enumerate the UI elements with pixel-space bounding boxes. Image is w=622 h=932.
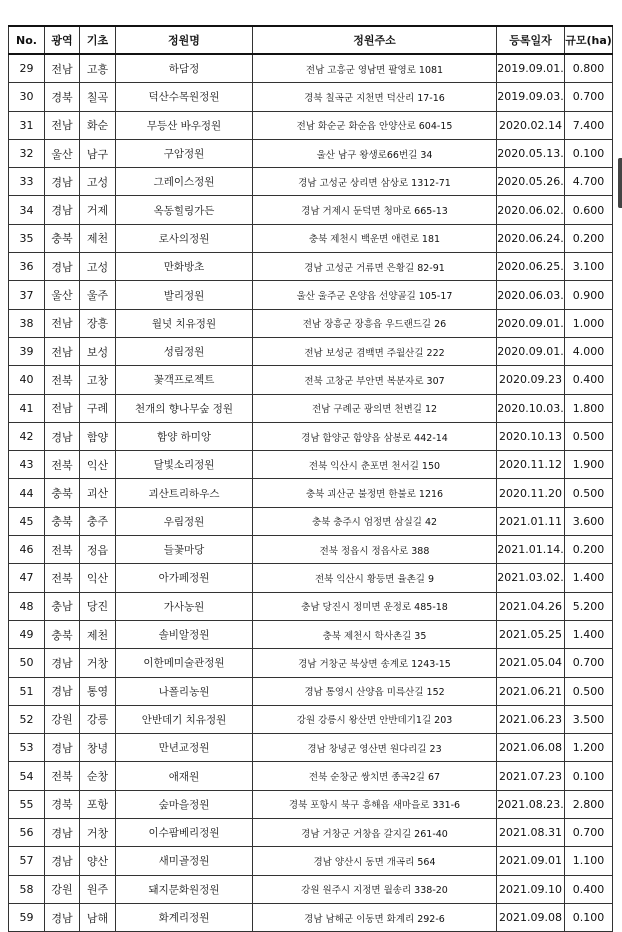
cell-local: 함양 — [80, 422, 116, 450]
cell-address: 경남 거제시 둔덕면 청마로 665-13 — [253, 196, 497, 224]
cell-address: 전남 고흥군 영남면 팔영로 1081 — [253, 54, 497, 83]
table-row — [9, 281, 613, 309]
cell-no: 57 — [9, 847, 45, 875]
cell-region: 경남 — [45, 677, 80, 705]
cell-size: 3.600 — [565, 507, 613, 535]
cell-local: 울주 — [80, 281, 116, 309]
cell-size: 7.400 — [565, 111, 613, 139]
cell-size: 0.400 — [565, 875, 613, 903]
cell-date: 2020.09.01. — [497, 337, 565, 365]
cell-size: 2.800 — [565, 790, 613, 818]
table-row — [9, 451, 613, 479]
cell-local: 거창 — [80, 649, 116, 677]
cell-date: 2021.09.08 — [497, 903, 565, 931]
cell-local: 고성 — [80, 253, 116, 281]
col-header-name: 정원명 — [116, 26, 253, 54]
cell-size: 3.100 — [565, 253, 613, 281]
cell-address: 전북 순창군 쌍치면 종곡2길 67 — [253, 762, 497, 790]
cell-address: 충북 충주시 엄정면 삼실길 42 — [253, 507, 497, 535]
cell-date: 2020.11.20 — [497, 479, 565, 507]
cell-size: 1.000 — [565, 309, 613, 337]
cell-local: 보성 — [80, 337, 116, 365]
cell-address: 전남 구례군 광의면 천변길 12 — [253, 394, 497, 422]
cell-no: 58 — [9, 875, 45, 903]
cell-date: 2021.05.04 — [497, 649, 565, 677]
cell-address: 전남 장흥군 장흥읍 우드랜드길 26 — [253, 309, 497, 337]
cell-no: 33 — [9, 168, 45, 196]
cell-local: 장흥 — [80, 309, 116, 337]
cell-no: 42 — [9, 422, 45, 450]
cell-no: 47 — [9, 564, 45, 592]
table-row — [9, 83, 613, 111]
table-row — [9, 507, 613, 535]
cell-date: 2021.06.08 — [497, 734, 565, 762]
cell-region: 강원 — [45, 705, 80, 733]
cell-local: 남해 — [80, 903, 116, 931]
cell-local: 강릉 — [80, 705, 116, 733]
cell-date: 2021.09.01 — [497, 847, 565, 875]
cell-size: 0.700 — [565, 649, 613, 677]
cell-no: 56 — [9, 819, 45, 847]
cell-local: 익산 — [80, 451, 116, 479]
cell-region: 경남 — [45, 422, 80, 450]
cell-address: 강원 강릉시 왕산면 안반데기1길 203 — [253, 705, 497, 733]
cell-address: 경북 포항시 북구 흥해읍 새마을로 331-6 — [253, 790, 497, 818]
table-row — [9, 366, 613, 394]
cell-size: 0.800 — [565, 54, 613, 83]
cell-address: 경남 양산시 동면 개곡리 564 — [253, 847, 497, 875]
table-row — [9, 224, 613, 252]
cell-region: 경남 — [45, 168, 80, 196]
table-row — [9, 677, 613, 705]
cell-name: 발리정원 — [116, 281, 253, 309]
cell-address: 경남 고성군 상리면 삼상로 1312-71 — [253, 168, 497, 196]
cell-region: 전남 — [45, 309, 80, 337]
cell-region: 전남 — [45, 54, 80, 83]
cell-date: 2020.09.01. — [497, 309, 565, 337]
cell-no: 53 — [9, 734, 45, 762]
table-row — [9, 253, 613, 281]
cell-no: 36 — [9, 253, 45, 281]
cell-name: 화계리정원 — [116, 903, 253, 931]
table-row — [9, 620, 613, 648]
cell-name: 이한메미술관정원 — [116, 649, 253, 677]
cell-local: 통영 — [80, 677, 116, 705]
cell-address: 경남 거창군 거창읍 갈지길 261-40 — [253, 819, 497, 847]
table-row — [9, 139, 613, 167]
cell-region: 충북 — [45, 507, 80, 535]
cell-no: 45 — [9, 507, 45, 535]
cell-address: 경북 칠곡군 지천면 덕산리 17-16 — [253, 83, 497, 111]
cell-name: 가사농원 — [116, 592, 253, 620]
cell-name: 돼지문화원정원 — [116, 875, 253, 903]
cell-address: 경남 창녕군 영산면 원다리길 23 — [253, 734, 497, 762]
cell-date: 2020.06.25. — [497, 253, 565, 281]
cell-address: 경남 함양군 함양읍 삼봉로 442-14 — [253, 422, 497, 450]
cell-address: 경남 거창군 북상면 송계로 1243-15 — [253, 649, 497, 677]
col-header-region: 광역 — [45, 26, 80, 54]
cell-name: 월넛 치유정원 — [116, 309, 253, 337]
cell-size: 1.900 — [565, 451, 613, 479]
cell-region: 울산 — [45, 139, 80, 167]
cell-local: 괴산 — [80, 479, 116, 507]
cell-no: 40 — [9, 366, 45, 394]
cell-local: 거제 — [80, 196, 116, 224]
cell-region: 울산 — [45, 281, 80, 309]
cell-name: 성림정원 — [116, 337, 253, 365]
cell-name: 숲마을정원 — [116, 790, 253, 818]
cell-date: 2019.09.03. — [497, 83, 565, 111]
cell-date: 2021.03.02. — [497, 564, 565, 592]
table-row — [9, 422, 613, 450]
table-row — [9, 847, 613, 875]
cell-region: 경남 — [45, 903, 80, 931]
table-row — [9, 168, 613, 196]
header-row — [9, 26, 613, 54]
table-row — [9, 54, 613, 83]
cell-date: 2021.07.23 — [497, 762, 565, 790]
cell-region: 전북 — [45, 366, 80, 394]
cell-name: 덕산수목원정원 — [116, 83, 253, 111]
cell-size: 1.200 — [565, 734, 613, 762]
cell-local: 칠곡 — [80, 83, 116, 111]
cell-size: 0.500 — [565, 422, 613, 450]
cell-name: 괴산트리하우스 — [116, 479, 253, 507]
cell-name: 그레이스정원 — [116, 168, 253, 196]
cell-region: 전북 — [45, 762, 80, 790]
cell-date: 2020.10.03. — [497, 394, 565, 422]
cell-local: 순창 — [80, 762, 116, 790]
cell-date: 2021.08.23. — [497, 790, 565, 818]
cell-date: 2021.06.21 — [497, 677, 565, 705]
cell-name: 만년교정원 — [116, 734, 253, 762]
cell-name: 함양 하미앙 — [116, 422, 253, 450]
cell-no: 50 — [9, 649, 45, 677]
cell-local: 포항 — [80, 790, 116, 818]
cell-no: 29 — [9, 54, 45, 83]
cell-no: 37 — [9, 281, 45, 309]
table-row — [9, 875, 613, 903]
cell-region: 전북 — [45, 564, 80, 592]
table-row — [9, 790, 613, 818]
cell-local: 창녕 — [80, 734, 116, 762]
cell-name: 이수팜베리정원 — [116, 819, 253, 847]
cell-address: 울산 남구 왕생로66번길 34 — [253, 139, 497, 167]
cell-name: 나폴리농원 — [116, 677, 253, 705]
cell-region: 경남 — [45, 819, 80, 847]
cell-size: 1.400 — [565, 620, 613, 648]
cell-name: 옥동힐링가든 — [116, 196, 253, 224]
table-row — [9, 762, 613, 790]
cell-date: 2020.06.03. — [497, 281, 565, 309]
cell-name: 안반데기 치유정원 — [116, 705, 253, 733]
cell-no: 30 — [9, 83, 45, 111]
cell-region: 전남 — [45, 111, 80, 139]
cell-no: 55 — [9, 790, 45, 818]
cell-name: 로사의정원 — [116, 224, 253, 252]
cell-region: 경남 — [45, 196, 80, 224]
cell-local: 충주 — [80, 507, 116, 535]
cell-date: 2021.01.14. — [497, 536, 565, 564]
cell-name: 만화방초 — [116, 253, 253, 281]
cell-no: 48 — [9, 592, 45, 620]
table-row — [9, 196, 613, 224]
table-row — [9, 536, 613, 564]
cell-address: 경남 남해군 이동면 화계리 292-6 — [253, 903, 497, 931]
cell-address: 경남 통영시 산양읍 미륵산길 152 — [253, 677, 497, 705]
cell-no: 31 — [9, 111, 45, 139]
page-edge-marker — [618, 158, 622, 208]
cell-region: 경북 — [45, 790, 80, 818]
col-header-no: No. — [9, 26, 45, 54]
cell-region: 충북 — [45, 224, 80, 252]
cell-no: 35 — [9, 224, 45, 252]
cell-address: 경남 고성군 거류면 은황길 82-91 — [253, 253, 497, 281]
cell-size: 0.200 — [565, 536, 613, 564]
cell-size: 0.100 — [565, 139, 613, 167]
cell-no: 32 — [9, 139, 45, 167]
cell-no: 59 — [9, 903, 45, 931]
cell-local: 제천 — [80, 224, 116, 252]
cell-date: 2020.11.12 — [497, 451, 565, 479]
cell-region: 경북 — [45, 83, 80, 111]
cell-no: 41 — [9, 394, 45, 422]
table-body — [9, 54, 613, 932]
cell-local: 고성 — [80, 168, 116, 196]
table-row — [9, 394, 613, 422]
cell-date: 2020.05.26. — [497, 168, 565, 196]
cell-no: 44 — [9, 479, 45, 507]
cell-size: 0.700 — [565, 819, 613, 847]
cell-region: 경남 — [45, 649, 80, 677]
cell-region: 전북 — [45, 536, 80, 564]
cell-local: 남구 — [80, 139, 116, 167]
cell-local: 양산 — [80, 847, 116, 875]
cell-address: 충북 제천시 학사촌길 35 — [253, 620, 497, 648]
cell-date: 2021.06.23 — [497, 705, 565, 733]
cell-region: 경남 — [45, 847, 80, 875]
cell-size: 1.800 — [565, 394, 613, 422]
cell-date: 2019.09.01. — [497, 54, 565, 83]
col-header-address: 정원주소 — [253, 26, 497, 54]
cell-date: 2021.08.31 — [497, 819, 565, 847]
cell-date: 2020.10.13 — [497, 422, 565, 450]
cell-address: 전남 화순군 화순읍 안양산로 604-15 — [253, 111, 497, 139]
cell-address: 강원 원주시 지정면 월송리 338-20 — [253, 875, 497, 903]
table-row — [9, 734, 613, 762]
cell-name: 들꽃마당 — [116, 536, 253, 564]
cell-no: 46 — [9, 536, 45, 564]
cell-region: 충남 — [45, 592, 80, 620]
cell-size: 1.100 — [565, 847, 613, 875]
cell-address: 전남 보성군 겸백면 주월산길 222 — [253, 337, 497, 365]
cell-name: 새미골정원 — [116, 847, 253, 875]
cell-no: 54 — [9, 762, 45, 790]
cell-name: 하담정 — [116, 54, 253, 83]
cell-date: 2020.05.13. — [497, 139, 565, 167]
cell-date: 2021.01.11 — [497, 507, 565, 535]
table-row — [9, 564, 613, 592]
cell-size: 0.500 — [565, 677, 613, 705]
cell-no: 39 — [9, 337, 45, 365]
cell-name: 애재원 — [116, 762, 253, 790]
cell-local: 화순 — [80, 111, 116, 139]
cell-address: 울산 울주군 온양읍 선양골길 105-17 — [253, 281, 497, 309]
cell-local: 원주 — [80, 875, 116, 903]
cell-name: 무등산 바우정원 — [116, 111, 253, 139]
cell-region: 전북 — [45, 451, 80, 479]
cell-size: 0.900 — [565, 281, 613, 309]
cell-date: 2020.09.23 — [497, 366, 565, 394]
cell-date: 2020.06.24. — [497, 224, 565, 252]
cell-local: 정읍 — [80, 536, 116, 564]
cell-name: 아가페정원 — [116, 564, 253, 592]
col-header-date: 등록일자 — [497, 26, 565, 54]
cell-local: 고흥 — [80, 54, 116, 83]
cell-address: 전북 정읍시 정읍사로 388 — [253, 536, 497, 564]
cell-size: 4.000 — [565, 337, 613, 365]
cell-name: 달빛소리정원 — [116, 451, 253, 479]
cell-size: 0.100 — [565, 762, 613, 790]
cell-address: 충남 당진시 정미면 운정로 485-18 — [253, 592, 497, 620]
cell-no: 38 — [9, 309, 45, 337]
cell-address: 전북 익산시 황등면 율촌길 9 — [253, 564, 497, 592]
cell-region: 충북 — [45, 620, 80, 648]
cell-name: 솔비알정원 — [116, 620, 253, 648]
cell-no: 51 — [9, 677, 45, 705]
cell-region: 전남 — [45, 394, 80, 422]
cell-local: 구례 — [80, 394, 116, 422]
cell-name: 꽃객프로젝트 — [116, 366, 253, 394]
table-row — [9, 592, 613, 620]
table-row — [9, 309, 613, 337]
cell-date: 2021.09.10 — [497, 875, 565, 903]
table-row — [9, 111, 613, 139]
cell-size: 1.400 — [565, 564, 613, 592]
garden-registry-page — [8, 25, 613, 932]
cell-date: 2020.06.02. — [497, 196, 565, 224]
cell-size: 0.600 — [565, 196, 613, 224]
cell-region: 강원 — [45, 875, 80, 903]
cell-no: 34 — [9, 196, 45, 224]
col-header-size: 규모(ha) — [565, 26, 613, 54]
cell-size: 0.100 — [565, 903, 613, 931]
table-row — [9, 819, 613, 847]
cell-date: 2020.02.14 — [497, 111, 565, 139]
cell-size: 3.500 — [565, 705, 613, 733]
cell-address: 전북 고창군 부안면 복분자로 307 — [253, 366, 497, 394]
table-row — [9, 337, 613, 365]
cell-size: 0.400 — [565, 366, 613, 394]
table-row — [9, 649, 613, 677]
cell-name: 우림정원 — [116, 507, 253, 535]
garden-registry-table — [8, 25, 613, 932]
cell-address: 충북 제천시 백운면 애련로 181 — [253, 224, 497, 252]
cell-date: 2021.04.26 — [497, 592, 565, 620]
cell-address: 충북 괴산군 불정면 한불로 1216 — [253, 479, 497, 507]
cell-name: 천개의 향나무숲 정원 — [116, 394, 253, 422]
cell-size: 4.700 — [565, 168, 613, 196]
cell-size: 5.200 — [565, 592, 613, 620]
cell-name: 구암정원 — [116, 139, 253, 167]
table-row — [9, 705, 613, 733]
cell-region: 충북 — [45, 479, 80, 507]
table-header — [9, 26, 613, 54]
cell-address: 전북 익산시 춘포면 천서길 150 — [253, 451, 497, 479]
cell-local: 고창 — [80, 366, 116, 394]
cell-region: 경남 — [45, 253, 80, 281]
cell-no: 52 — [9, 705, 45, 733]
table-row — [9, 479, 613, 507]
cell-region: 전남 — [45, 337, 80, 365]
cell-size: 0.200 — [565, 224, 613, 252]
cell-region: 경남 — [45, 734, 80, 762]
cell-date: 2021.05.25 — [497, 620, 565, 648]
cell-local: 당진 — [80, 592, 116, 620]
cell-size: 0.700 — [565, 83, 613, 111]
cell-no: 49 — [9, 620, 45, 648]
col-header-local: 기초 — [80, 26, 116, 54]
cell-size: 0.500 — [565, 479, 613, 507]
cell-local: 익산 — [80, 564, 116, 592]
table-row — [9, 903, 613, 931]
cell-local: 거창 — [80, 819, 116, 847]
cell-local: 제천 — [80, 620, 116, 648]
cell-no: 43 — [9, 451, 45, 479]
